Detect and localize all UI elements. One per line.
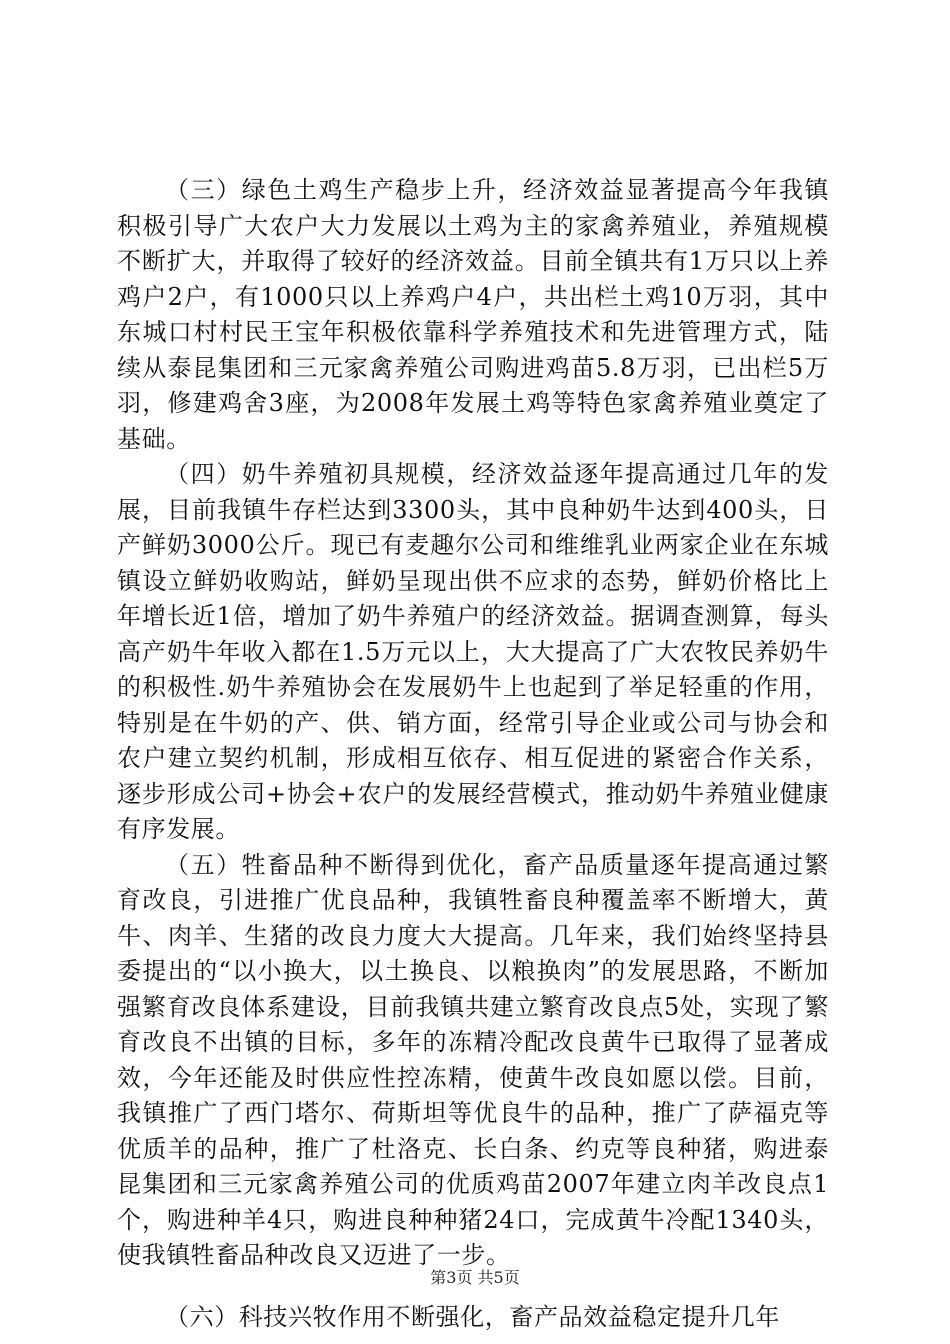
paragraph-3-chicken: （三）绿色土鸡生产稳步上升，经济效益显著提高今年我镇积极引导广大农户大力发展以土鸡为主的家禽养殖业，养殖规模不断扩大，并取得了较好的经济效益。目前全镇共有1万只以上养鸡户2户，有1000只以上养鸡户4户，共出栏土鸡10万羽，其中东城口村村民王宝年积极依靠科学养殖技术和先进管理方式，陆续从泰昆集团和三元家禽养殖公司购进鸡苗5.8万羽，已出栏5万羽，修建鸡舍3座，为2008年发展土鸡等特色家禽养殖业奠定了基础。 [117, 176, 829, 453]
paragraph-4-dairy: （四）奶牛养殖初具规模，经济效益逐年提高通过几年的发展，目前我镇牛存栏达到3300头，其中良种奶牛达到400头，日产鲜奶3000公斤。现已有麦趣尔公司和维维乳业两家企业在东城镇设立鲜奶收购站，鲜奶呈现出供不应求的态势，鲜奶价格比上年增长近1倍，增加了奶牛养殖户的经济效益。据调查测算，每头高产奶牛年收入都在1.5万元以上，大大提高了广大农牧民养奶牛的积极性.奶牛养殖协会在发展奶牛上也起到了举足轻重的作用，特别是在牛奶的产、供、销方面，经常引导企业或公司与协会和农户建立契约机制，形成相互依存、相互促进的紧密合作关系，逐步形成公司+协会+农户的发展经营模式，推动奶牛养殖业健康有序发展。 [117, 460, 829, 843]
paragraph-6-technology: （六）科技兴牧作用不断强化，畜产品效益稳定提升几年 [165, 1302, 780, 1331]
paragraph-5-breeding: （五）牲畜品种不断得到优化，畜产品质量逐年提高通过繁育改良，引进推广优良品种，我镇牲畜良种覆盖率不断增大，黄牛、肉羊、生猪的改良力度大大提高。几年来，我们始终坚持县委提出的“以小换大，以土换良、以粮换肉”的发展思路，不断加强繁育改良体系建设，目前我镇共建立繁育改良点5处，实现了繁育改良不出镇的目标，多年的冻精冷配改良黄牛已取得了显著成效，今年还能及时供应性控冻精，使黄牛改良如愿以偿。目前，我镇推广了西门塔尔、荷斯坦等优良牛的品种，推广了萨福克等优质羊的品种，推广了杜洛克、长白条、约克等良种猪，购进泰昆集团和三元家禽养殖公司的优质鸡苗2007年建立肉羊改良点1个，购进种羊4只，购进良种种猪24口，完成黄牛冷配1340头，使我镇牲畜品种改良又迈进了一步。 [117, 850, 829, 1269]
document-body [117, 173, 829, 1335]
page-footer: 第3页 共5页 [430, 1268, 520, 1287]
